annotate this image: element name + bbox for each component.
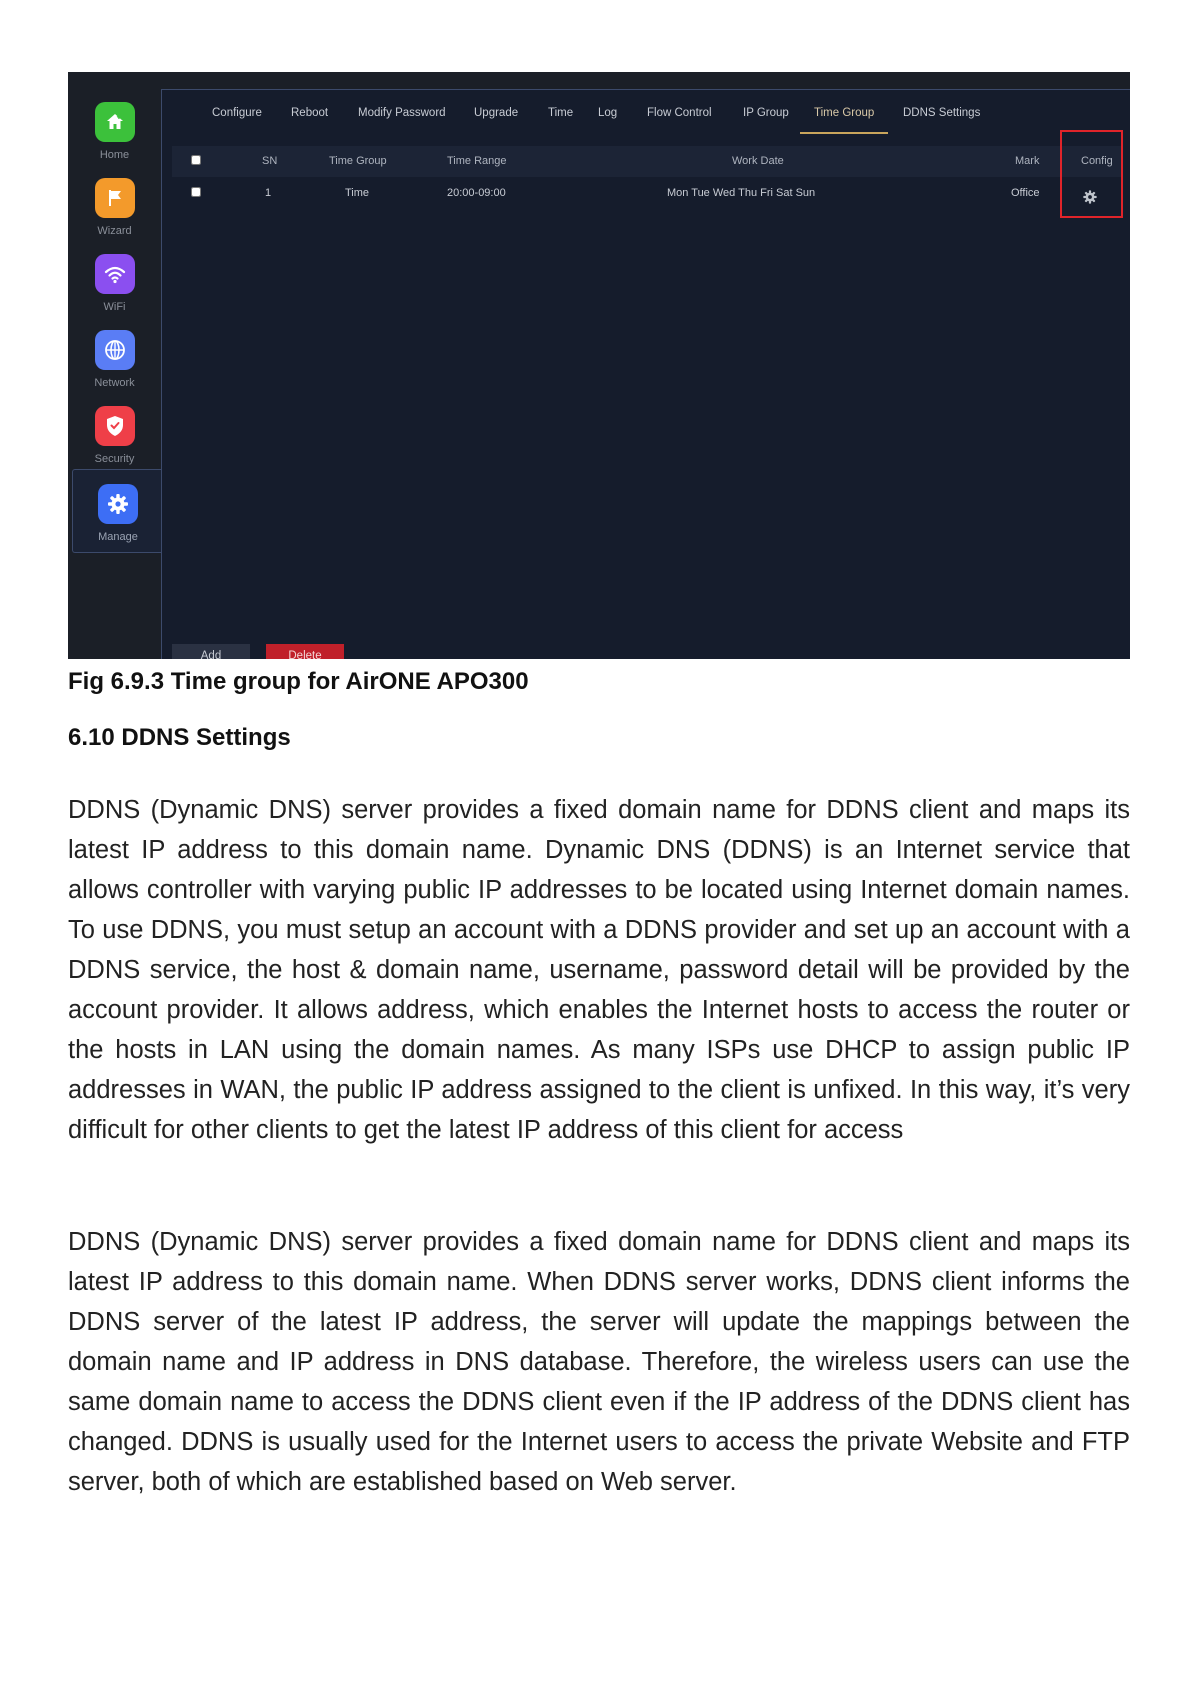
sidebar-item-label: Security (94, 453, 135, 465)
column-header-config: Config (1081, 155, 1113, 167)
sidebar-item-wifi[interactable] (68, 254, 161, 332)
sidebar-item-label: WiFi (103, 301, 126, 313)
flag-icon (95, 178, 135, 218)
paragraph: DDNS (Dynamic DNS) server provides a fixed domain name for DDNS client and maps its latest IP address to this domain name. Dynamic DNS (DDNS) is an Internet service that allows controller with varying public IP addresses to be located using Internet domain names. To use DDNS, you must setup an account with a DDNS provider and set up an account with a DDNS service, the host & domain name, username, password detail will be provided by the account provider. It allows address, which enables the Internet hosts to access the router or the hosts in LAN using the domain names. As many ISPs use DHCP to assign public IP addresses in WAN, the public IP address assigned to the client is unfixed. In this way, it’s very difficult for other clients to get the latest IP address of this client for access (68, 796, 1130, 1144)
column-header-work-date: Work Date (732, 155, 784, 167)
wifi-icon (95, 254, 135, 294)
tab-configure[interactable]: Configure (212, 107, 262, 119)
tab-time-group[interactable]: Time Group (800, 107, 888, 134)
figure-caption: Fig 6.9.3 Time group for AirONE APO300 (68, 668, 529, 695)
cell-mark: Office (1011, 187, 1040, 199)
add-button[interactable]: Add (172, 644, 250, 659)
tab-modify-password[interactable]: Modify Password (358, 107, 446, 119)
main-panel (161, 89, 1130, 659)
tab-log[interactable]: Log (598, 107, 618, 119)
globe-icon (95, 330, 135, 370)
column-header-time-range: Time Range (447, 155, 507, 167)
tab-flow-control[interactable]: Flow Control (647, 107, 712, 119)
select-all-checkbox[interactable] (191, 155, 201, 165)
tab-reboot[interactable]: Reboot (291, 107, 329, 119)
sidebar-item-home[interactable] (68, 102, 161, 180)
column-header-time-group: Time Group (329, 155, 387, 167)
tab-ddns-settings[interactable]: DDNS Settings (903, 107, 981, 119)
home-icon (95, 102, 135, 142)
tab-ip-group[interactable]: IP Group (743, 107, 789, 119)
paragraph: DDNS (Dynamic DNS) server provides a fixed domain name for DDNS client and maps its latest IP address to this domain name. When DDNS server works, DDNS client informs the DDNS server of the latest IP address, the server will update the mappings between the domain name and IP address in DNS database. Therefore, the wireless users can use the same domain name to access the DDNS client even if the IP address of the DDNS client has changed. DDNS is usually used for the Internet users to access the private Website and FTP server, both of which are established based on Web server. (68, 1228, 1130, 1496)
sidebar-item-wizard[interactable] (68, 178, 161, 256)
tab-time[interactable]: Time (548, 107, 574, 119)
table-header (172, 146, 1122, 177)
sidebar-item-network[interactable] (68, 330, 161, 408)
config-gear-icon[interactable] (1082, 189, 1098, 205)
cell-time-group: Time (345, 187, 370, 199)
column-header-sn: SN (262, 155, 278, 167)
sidebar-item-manage[interactable] (72, 469, 163, 553)
gear-icon (98, 484, 138, 524)
tab-upgrade[interactable]: Upgrade (474, 107, 519, 119)
sidebar-item-label: Home (99, 149, 130, 161)
sidebar-item-label: Manage (98, 531, 138, 543)
cell-work-date: Mon Tue Wed Thu Fri Sat Sun (667, 187, 816, 199)
sidebar-item-label: Network (94, 377, 135, 389)
sidebar-item-label: Wizard (97, 225, 132, 237)
section-title: 6.10 DDNS Settings (68, 724, 291, 751)
cell-sn: 1 (265, 187, 272, 199)
shield-icon (95, 406, 135, 446)
table-row (172, 178, 1122, 208)
sidebar (68, 72, 161, 659)
row-checkbox[interactable] (191, 187, 201, 197)
delete-button[interactable]: Delete (266, 644, 344, 659)
screenshot-figure (68, 72, 1130, 659)
column-header-mark: Mark (1015, 155, 1040, 167)
cell-time-range: 20:00-09:00 (447, 187, 506, 199)
tab-bar (162, 90, 1130, 146)
